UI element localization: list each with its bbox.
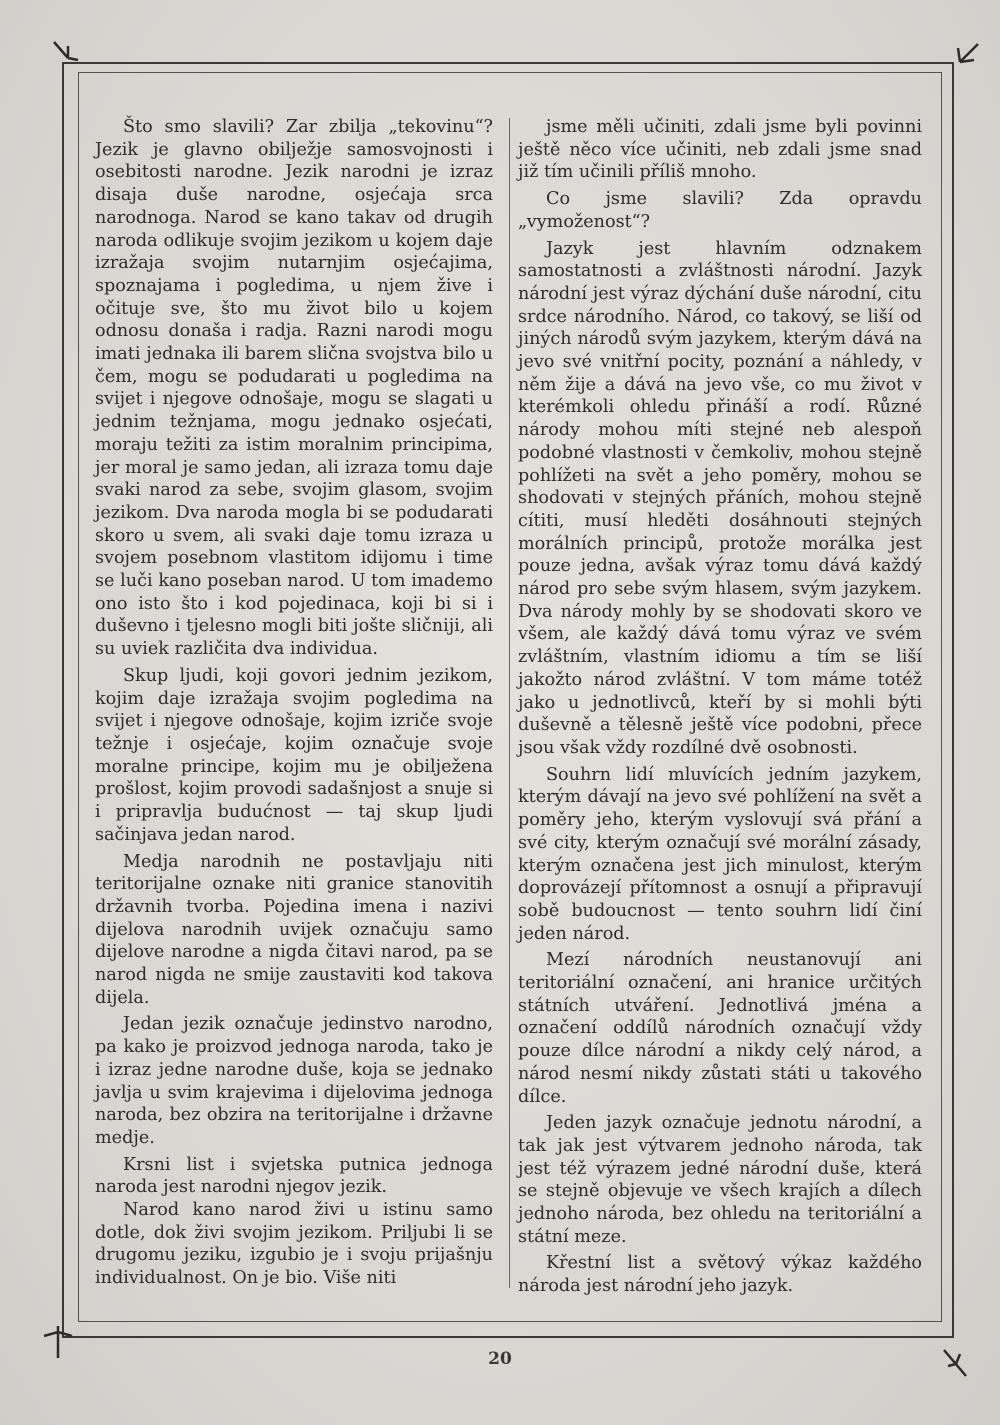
paragraph: Narod kano narod živi u istinu samo dotle, dok živi svojim jezikom. Priljubi li se drugomu jeziku, izgubio je i svoju prijašnju individualnost. On je bio. Više niti xyxy=(95,1200,493,1289)
right-column-czech xyxy=(518,116,922,1298)
paragraph: Skup ljudi, koji govori jednim jezikom, kojim daje izražaja svojim pogledima na svijet i njegove odnošaje, kojim izriče svoje težnje i osjećaje, kojim označuje svoje moralne principe, kojim mu je obilježena prošlost, kojim provodi sadašnjost a snuje si i pripravlja budućnost — taj skup ljudi sačinjava jedan narod. xyxy=(95,665,493,845)
paragraph: Jeden jazyk označuje jednotu národní, a tak jak jest výtvarem jednoho národa, tak jest též výrazem jedné národní duše, která se stejně objevuje ve všech krajích a dílech jednoho národa, bez ohledu na teritoriální a státní meze. xyxy=(518,1113,922,1247)
paragraph: Jedan jezik označuje jedinstvo narodno, pa kako je proizvod jednoga naroda, tako je i izraz jedne narodne duše, koja se jednako javlja u svim krajevima i dijelovima jednoga naroda, bez obzira na teritorijalne i državne medje. xyxy=(95,1014,493,1148)
top-right-corner-ornament-icon xyxy=(944,40,984,80)
column-divider xyxy=(509,118,510,1288)
paragraph: Souhrn lidí mluvících jedním jazykem, kterým dávají na jevo své pohlížení na svět a poměry jeho, kterým vyslovují svá přání a své city, kterým označují své morální zásady, kterým označena jest jich minulost, kterým doprovázejí přítomnost a osnují a připravují sobě budoucnost — tento souhrn lidí činí jeden národ. xyxy=(518,764,922,944)
paragraph: Krsni list i svjetska putnica jednoga naroda jest narodni njegov jezik. xyxy=(95,1154,493,1198)
paragraph: Što smo slavili? Zar zbilja „tekovinu“? Jezik je glavno obilježje samosvojnosti i osebitosti narodne. Jezik narodni je izraz disaja duše narodne, osjećaja srca narodnoga. Narod se kano takav od drugih naroda odlikuje svojim jezikom u kojem daje izražaja svojim nutarnjim osjećajima, spoznajama i pogledima, u njem žive i očituje sve, što mu život bilo u kojem odnosu donaša i radja. Razni narodi mogu imati jednaka ili barem slična svojstva bilo u čem, mogu se podudarati u pogledima na svijet i njegove odnošaje, mogu se slagati u jednim težnjama, mogu jednako osjećati, moraju težiti za istim moralnim principima, jer moral je samo jedan, ali izraza tomu daje svaki narod za sebe, svojim glasom, svojim jezikom. Dva naroda mogla bi se podudarati skoro u svem, ali svaki daje tomu izraza u svojem posebnom vlastitom idijomu i time se luči kano poseban narod. U tom imademo ono isto što i kod pojedinaca, koji bi si i duševno i tjelesno mogli biti jošte sličniji, ali su uviek različita dva individua. xyxy=(95,117,493,660)
paragraph: Jazyk jest hlavním odznakem samostatnosti a zvláštnosti národní. Jazyk národní jest výraz dýchání duše národní, citu srdce národního. Národ, co takový, se liší od jiných národů svým jazykem, kterým dává na jevo své vnitřní pocity, poznání a náhledy, v něm žije a dává na jevo vše, co mu život v kterémkoli ohledu přináší a rodí. Různé národy mohou míti stejné neb alespoň podobné vlastnosti v čemkoliv, mohou stejně pohlížeti na svět a jeho poměry, mohou se shodovati v stejných přáních, mohou stejně cítiti, musí hleděti dosáhnouti stejných morálních principů, protože morálka jest pouze jedna, avšak výraz tomu dává každý národ pro sebe svým hlasem, svým jazykem. Dva národy mohly by se shodovati skoro ve všem, ale každý dává tomu výraz ve svém zvláštním, vlastním idiomu a tím se liší jakožto národ zvláštní. V tom máme totéž jako u jednotlivců, kteří by si mohli býti duševně a tělesně ještě více podobni, přece jsou však vždy rozdílné dvě osobnosti. xyxy=(518,238,922,758)
bottom-right-corner-ornament-icon xyxy=(936,1344,976,1384)
paragraph: Křestní list a světový výkaz každého národa jest národní jeho jazyk. xyxy=(518,1253,922,1297)
paragraph: Co jsme slavili? Zda opravdu „vymoženost“? xyxy=(518,189,922,232)
paragraph: Medja narodnih ne postavljaju niti teritorijalne oznake niti granice stanovitih državnih tvorba. Pojedina imena i nazivi dijelova narodnih uvijek označuju samo dijelove narodne a nigda čitavi narod, pa se narod nigda ne smije zaustaviti kod takova dijela. xyxy=(95,851,493,1008)
paragraph: Mezí národních neustanovují ani teritoriální označení, ani hranice určitých státních utváření. Jednotlivá jména a označení oddílů národních označují vždy pouze dílce národní a nikdy celý národ, a národ nesmí nikdy zůstati státi u takového dílce. xyxy=(518,950,922,1107)
page-number: 20 xyxy=(488,1349,512,1369)
top-left-corner-ornament-icon xyxy=(48,38,88,78)
left-column-croatian xyxy=(95,116,493,1290)
bottom-left-corner-ornament-icon xyxy=(34,1322,74,1362)
paragraph: jsme měli učiniti, zdali jsme byli povinni ještě něco více učiniti, neb zdali jsme snad již tím učinili příliš mnoho. xyxy=(518,117,922,183)
